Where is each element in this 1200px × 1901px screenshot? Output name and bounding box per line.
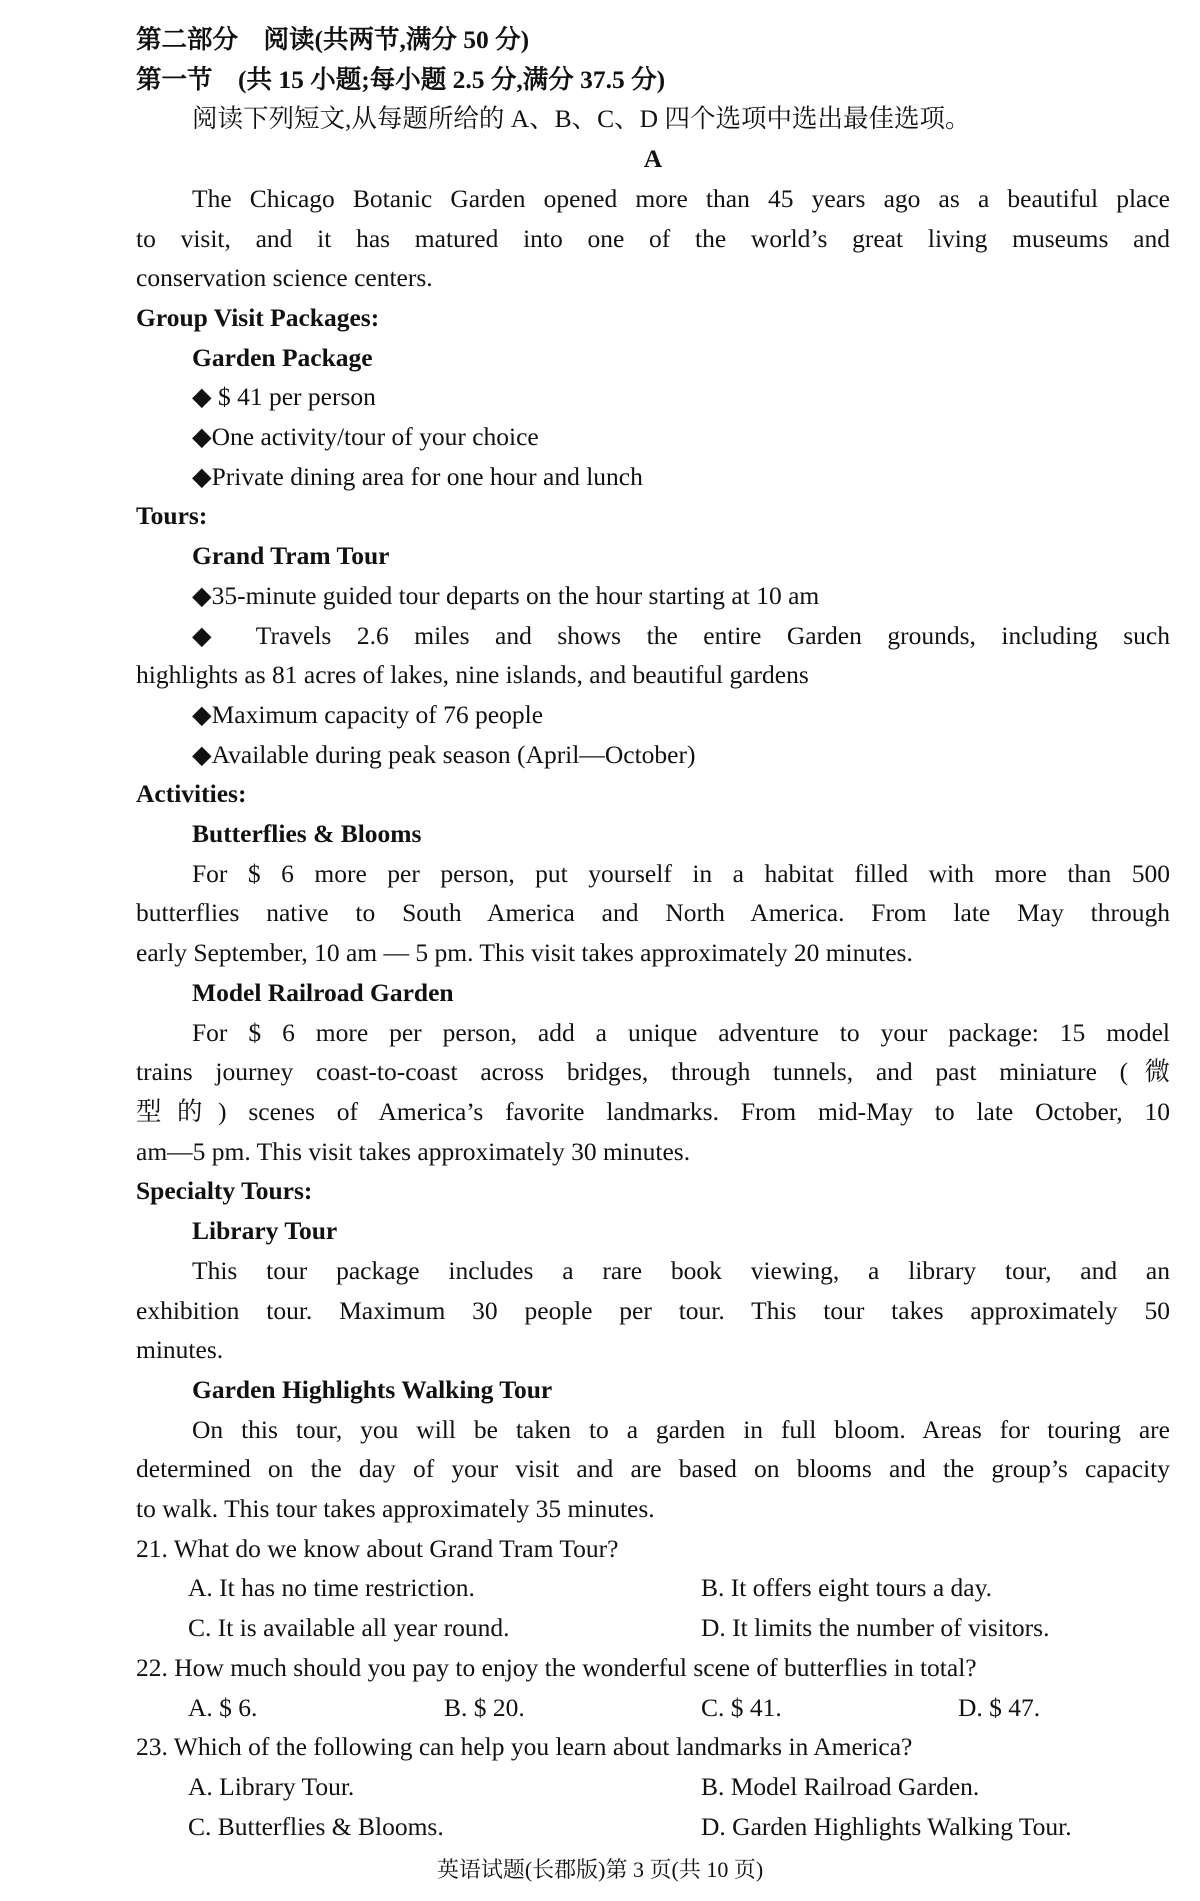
railroad-line: trains journey coast-to-coast across bridges, through tunnels, and past miniature (微 bbox=[136, 1057, 1170, 1087]
page-footer: 英语试题(长郡版)第 3 页(共 10 页) bbox=[436, 1857, 764, 1882]
package-bullet: ◆Private dining area for one hour and lunch bbox=[192, 461, 643, 491]
walking-line: determined on the day of your visit and are based on blooms and the group’s capacity bbox=[136, 1454, 1170, 1484]
tram-bullet: ◆35-minute guided tour departs on the hour starting at 10 am bbox=[192, 580, 820, 610]
butterflies-line: early September, 10 am — 5 pm. This visit takes approximately 20 minutes. bbox=[136, 938, 913, 968]
option-a[interactable]: A. It has no time restriction. bbox=[188, 1573, 475, 1603]
tram-bullet-continued: highlights as 81 acres of lakes, nine islands, and beautiful gardens bbox=[136, 660, 809, 690]
intro-line: The Chicago Botanic Garden opened more than 45 years ago as a beautiful place bbox=[192, 183, 1170, 213]
option-b[interactable]: B. It offers eight tours a day. bbox=[701, 1573, 993, 1603]
tram-bullet: ◆Maximum capacity of 76 people bbox=[192, 699, 544, 729]
railroad-line: For $ 6 more per person, add a unique adventure to your package: 15 model bbox=[192, 1017, 1170, 1047]
option-c[interactable]: C. It is available all year round. bbox=[188, 1613, 510, 1643]
package-bullet: ◆One activity/tour of your choice bbox=[192, 422, 539, 452]
intro-line: to visit, and it has matured into one of the world’s great living museums and bbox=[136, 223, 1170, 253]
walking-line: to walk. This tour takes approximately 35 minutes. bbox=[136, 1494, 655, 1524]
specialty-tours-heading: Specialty Tours: bbox=[136, 1176, 313, 1206]
butterflies-line: butterflies native to South America and North America. From late May through bbox=[136, 898, 1170, 928]
passage-label: A bbox=[643, 144, 663, 174]
option-d[interactable]: D. $ 47. bbox=[958, 1692, 1041, 1722]
option-c[interactable]: C. Butterflies & Blooms. bbox=[188, 1811, 444, 1841]
option-c[interactable]: C. $ 41. bbox=[701, 1692, 782, 1722]
question-stem: 23. Which of the following can help you learn about landmarks in America? bbox=[136, 1732, 913, 1762]
option-b[interactable]: B. Model Railroad Garden. bbox=[701, 1771, 980, 1801]
option-d[interactable]: D. Garden Highlights Walking Tour. bbox=[701, 1811, 1072, 1841]
tram-bullet: ◆ Travels 2.6 miles and shows the entire Garden grounds, including such bbox=[192, 620, 1170, 650]
option-b[interactable]: B. $ 20. bbox=[444, 1692, 525, 1722]
tram-bullet: ◆Available during peak season (April—October) bbox=[192, 739, 696, 769]
railroad-line: 型的) scenes of America’s favorite landmarks. From mid-May to late October, 10 bbox=[136, 1096, 1170, 1126]
garden-package-title: Garden Package bbox=[192, 342, 373, 372]
question-stem: 22. How much should you pay to enjoy the wonderful scene of butterflies in total? bbox=[136, 1652, 977, 1682]
section-title: 第一节 (共 15 小题;每小题 2.5 分,满分 37.5 分) bbox=[136, 64, 666, 94]
question-23 bbox=[136, 1727, 1170, 1846]
option-grid bbox=[136, 1568, 1170, 1647]
option-a[interactable]: A. $ 6. bbox=[188, 1692, 258, 1722]
butterflies-line: For $ 6 more per person, put yourself in a habitat filled with more than 500 bbox=[192, 858, 1170, 888]
option-grid bbox=[136, 1767, 1170, 1846]
part-title: 第二部分 阅读(共两节,满分 50 分) bbox=[136, 25, 530, 54]
library-tour-title: Library Tour bbox=[192, 1216, 338, 1246]
instruction: 阅读下列短文,从每题所给的 A、B、C、D 四个选项中选出最佳选项。 bbox=[192, 104, 971, 134]
library-line: minutes. bbox=[136, 1335, 224, 1365]
library-line: This tour package includes a rare book viewing, a library tour, and an bbox=[192, 1255, 1170, 1285]
passage bbox=[136, 179, 1170, 1529]
intro-line: conservation science centers. bbox=[136, 263, 433, 293]
package-bullet: ◆ $ 41 per person bbox=[192, 382, 376, 412]
activities-heading: Activities: bbox=[136, 779, 247, 809]
question-stem: 21. What do we know about Grand Tram Tour? bbox=[136, 1533, 619, 1563]
butterflies-title: Butterflies & Blooms bbox=[192, 819, 422, 849]
walking-line: On this tour, you will be taken to a garden in full bloom. Areas for touring are bbox=[192, 1414, 1170, 1444]
option-d[interactable]: D. It limits the number of visitors. bbox=[701, 1613, 1050, 1643]
tram-tour-title: Grand Tram Tour bbox=[192, 541, 390, 571]
group-visit-heading: Group Visit Packages: bbox=[136, 302, 380, 332]
option-a[interactable]: A. Library Tour. bbox=[188, 1771, 355, 1801]
question-21 bbox=[136, 1529, 1170, 1648]
question-22 bbox=[136, 1648, 1170, 1727]
library-line: exhibition tour. Maximum 30 people per tour. This tour takes approximately 50 bbox=[136, 1295, 1170, 1325]
option-grid bbox=[136, 1688, 1170, 1728]
railroad-line: am—5 pm. This visit takes approximately 30 minutes. bbox=[136, 1136, 691, 1166]
walking-tour-title: Garden Highlights Walking Tour bbox=[192, 1374, 553, 1404]
tours-heading: Tours: bbox=[136, 501, 208, 531]
railroad-title: Model Railroad Garden bbox=[192, 977, 454, 1007]
